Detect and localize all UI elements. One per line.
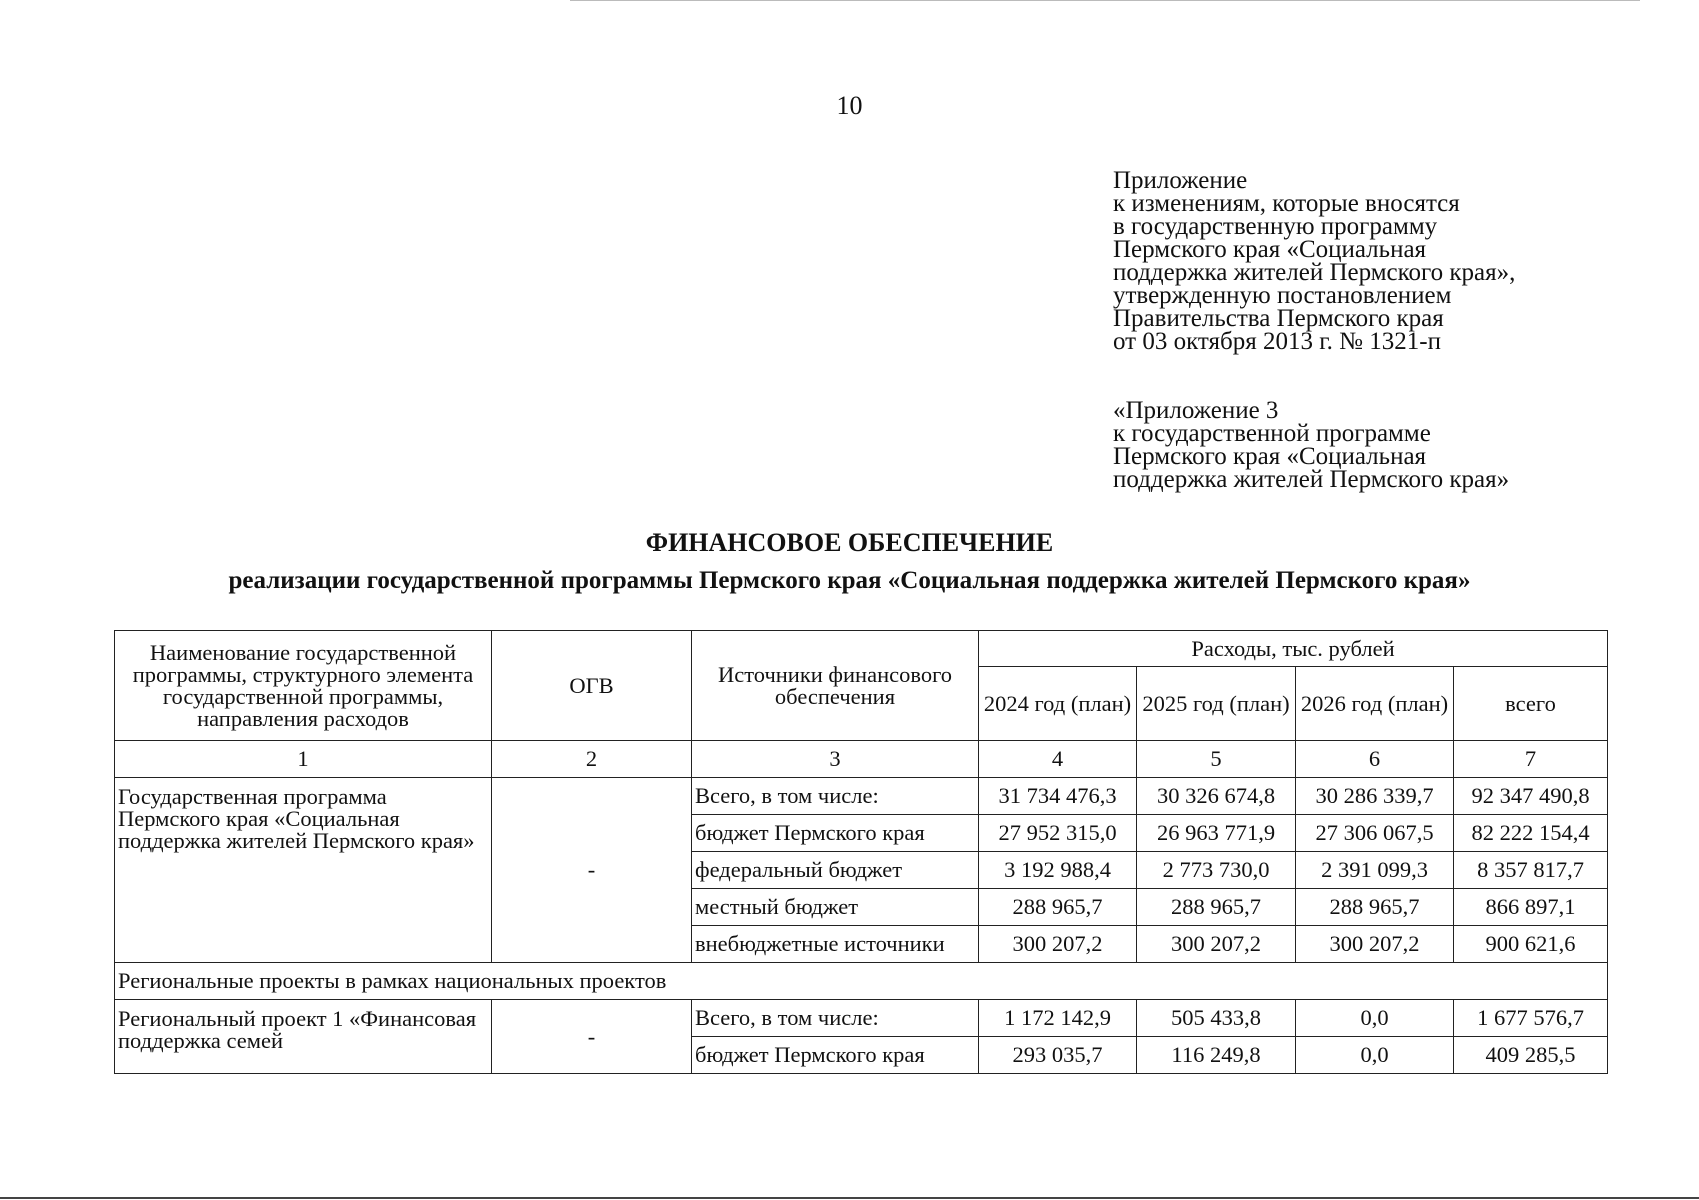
- value-total: 409 285,5: [1454, 1037, 1608, 1074]
- value-2025: 30 326 674,8: [1137, 778, 1296, 815]
- table-row: [115, 778, 1608, 815]
- scan-edge-top: [570, 0, 1640, 1]
- appendix-note: [1113, 169, 1673, 353]
- value-total: 900 621,6: [1454, 926, 1608, 963]
- appendix-line: от 03 октября 2013 г. № 1321-п: [1113, 328, 1441, 355]
- appendix-line: к государственной программе: [1113, 420, 1431, 447]
- value-2026: 2 391 099,3: [1296, 852, 1454, 889]
- column-number: 2: [492, 741, 692, 778]
- appendix-3-note: [1113, 399, 1673, 491]
- value-2024: 1 172 142,9: [979, 1000, 1137, 1037]
- value-2026: 27 306 067,5: [1296, 815, 1454, 852]
- document-title: ФИНАНСОВОЕ ОБЕСПЕЧЕНИЕ: [645, 528, 1054, 557]
- scan-edge-bottom: [0, 1197, 1699, 1199]
- value-2026: 0,0: [1296, 1037, 1454, 1074]
- appendix-line: в государственную программу: [1113, 213, 1438, 240]
- header-year-2025: 2025 год (план): [1137, 667, 1296, 741]
- appendix-line: «Приложение 3: [1113, 397, 1279, 424]
- appendix-line: Пермского края «Социальная: [1113, 236, 1427, 263]
- program-ogv: -: [492, 778, 692, 963]
- header-name: Наименование государственной программы, структурного элемента государственной программы, направления расходов: [115, 631, 492, 741]
- source-cell: местный бюджет: [692, 889, 979, 926]
- value-total: 8 357 817,7: [1454, 852, 1608, 889]
- section-title: Региональные проекты в рамках национальных проектов: [115, 963, 1608, 1000]
- column-number: 1: [115, 741, 492, 778]
- source-cell: внебюджетные источники: [692, 926, 979, 963]
- value-2025: 26 963 771,9: [1137, 815, 1296, 852]
- source-cell: Всего, в том числе:: [692, 1000, 979, 1037]
- header-sources: Источники финансового обеспечения: [692, 631, 979, 741]
- value-total: 866 897,1: [1454, 889, 1608, 926]
- value-2024: 3 192 988,4: [979, 852, 1137, 889]
- column-number: 7: [1454, 741, 1608, 778]
- header-total: всего: [1454, 667, 1608, 741]
- source-cell: бюджет Пермского края: [692, 815, 979, 852]
- source-cell: бюджет Пермского края: [692, 1037, 979, 1074]
- column-numbers-row: [115, 741, 1608, 778]
- value-2026: 0,0: [1296, 1000, 1454, 1037]
- value-2026: 300 207,2: [1296, 926, 1454, 963]
- document-subtitle: реализации государственной программы Пермского края «Социальная поддержка жителей Пермского края»: [228, 567, 1471, 594]
- value-2024: 31 734 476,3: [979, 778, 1137, 815]
- value-2025: 2 773 730,0: [1137, 852, 1296, 889]
- header-ogv: ОГВ: [492, 631, 692, 741]
- value-2025: 116 249,8: [1137, 1037, 1296, 1074]
- header-expenses: Расходы, тыс. рублей: [979, 631, 1608, 667]
- header-year-2024: 2024 год (план): [979, 667, 1137, 741]
- column-number: 3: [692, 741, 979, 778]
- column-number: 4: [979, 741, 1137, 778]
- value-2024: 300 207,2: [979, 926, 1137, 963]
- source-cell: Всего, в том числе:: [692, 778, 979, 815]
- table-header-row: [115, 631, 1608, 667]
- appendix-line: к изменениям, которые вносятся: [1113, 190, 1460, 217]
- header-year-2026: 2026 год (план): [1296, 667, 1454, 741]
- appendix-line: Пермского края «Социальная: [1113, 443, 1427, 470]
- page-number: 10: [836, 91, 863, 120]
- table-row: [115, 1000, 1608, 1037]
- value-2026: 288 965,7: [1296, 889, 1454, 926]
- financing-table: [114, 630, 1608, 1074]
- value-2026: 30 286 339,7: [1296, 778, 1454, 815]
- appendix-line: поддержка жителей Пермского края»: [1113, 466, 1510, 493]
- program-name: Государственная программа Пермского края «Социальная поддержка жителей Пермского края»: [115, 778, 492, 963]
- appendix-line: поддержка жителей Пермского края»,: [1113, 259, 1516, 286]
- value-2024: 27 952 315,0: [979, 815, 1137, 852]
- appendix-line: Правительства Пермского края: [1113, 305, 1444, 332]
- value-total: 92 347 490,8: [1454, 778, 1608, 815]
- value-2025: 505 433,8: [1137, 1000, 1296, 1037]
- source-cell: федеральный бюджет: [692, 852, 979, 889]
- project-name: Региональный проект 1 «Финансовая поддержка семей: [115, 1000, 492, 1074]
- value-2025: 300 207,2: [1137, 926, 1296, 963]
- column-number: 6: [1296, 741, 1454, 778]
- appendix-line: Приложение: [1113, 167, 1248, 194]
- appendix-line: утвержденную постановлением: [1113, 282, 1452, 309]
- project-ogv: -: [492, 1000, 692, 1074]
- column-number: 5: [1137, 741, 1296, 778]
- value-2024: 288 965,7: [979, 889, 1137, 926]
- value-2025: 288 965,7: [1137, 889, 1296, 926]
- value-total: 82 222 154,4: [1454, 815, 1608, 852]
- value-2024: 293 035,7: [979, 1037, 1137, 1074]
- section-row: [115, 963, 1608, 1000]
- value-total: 1 677 576,7: [1454, 1000, 1608, 1037]
